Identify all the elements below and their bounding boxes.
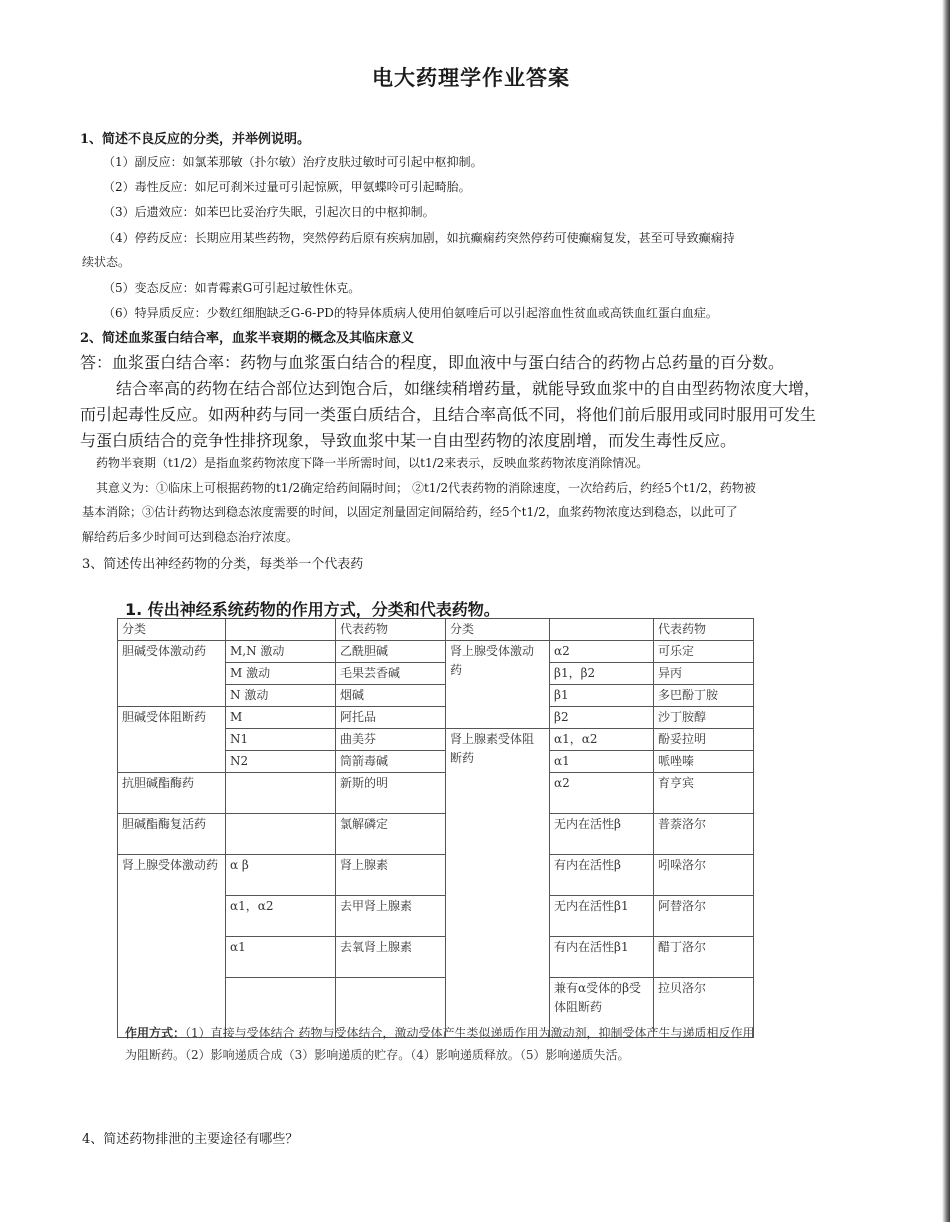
category-cell: 抗胆碱酯酶药	[118, 773, 226, 814]
drug-cell: 醋丁洛尔	[654, 937, 754, 978]
subtype-cell: N1	[226, 729, 336, 751]
table-row	[118, 641, 754, 663]
q1-item: 续状态。	[82, 255, 131, 269]
header-cell	[226, 619, 336, 641]
subtype-cell: N2	[226, 751, 336, 773]
subtype-cell: α1	[226, 937, 336, 978]
q2-answer-line: 答：血浆蛋白结合率：药物与血浆蛋白结合的程度，即血液中与蛋白结合的药物占总药量的百分数。	[80, 353, 785, 372]
category-cell: 肾上腺受体激动药	[446, 641, 550, 729]
q2-half-life-line: 药物半衰期（t1/2）是指血浆药物浓度下降一半所需时间，以t1/2来表示，反映血浆药物浓度消除情况。	[96, 456, 649, 470]
drug-cell: 哌唑嗪	[654, 751, 754, 773]
q1-item: （2）毒性反应：如尼可刹米过量可引起惊厥，甲氨蝶呤可引起畸胎。	[103, 180, 471, 194]
subtype-cell: N 激动	[226, 685, 336, 707]
drug-cell: 异丙	[654, 663, 754, 685]
q1-item: （6）特异质反应：少数红细胞缺乏G-6-PD的特异体质病人使用伯氨喹后可以引起溶血性贫血或高铁血红蛋白血症。	[103, 306, 718, 320]
subtype-cell: α1，α2	[226, 896, 336, 937]
page-edge-shadow	[942, 0, 950, 1222]
subtype-cell: β1，β2	[550, 663, 654, 685]
header-cell: 代表药物	[654, 619, 754, 641]
question-3-heading: 3、简述传出神经药物的分类，每类举一个代表药	[82, 557, 364, 572]
mode-of-action-text: （1）直接与受体结合 药物与受体结合，激动受体产生类似递质作用为激动剂，抑制受体产生与递质相反作用为阻断药。（2）影响递质合成（3）影响递质的贮存。（4）影响递质释放。（5）影响递质失活。	[125, 1026, 755, 1062]
drug-cell: 普萘洛尔	[654, 814, 754, 855]
efferent-drug-table	[117, 618, 754, 1038]
q2-answer-line: 而引起毒性反应。如两种药与同一类蛋白质结合，且结合率高低不同，将他们前后服用或同时服用可发生	[80, 405, 817, 424]
question-4-heading: 4、简述药物排泄的主要途径有哪些？	[82, 1132, 299, 1147]
drug-cell: 烟碱	[336, 685, 446, 707]
mode-of-action-note	[125, 1022, 755, 1066]
subtype-cell	[226, 814, 336, 855]
drug-cell: 多巴酚丁胺	[654, 685, 754, 707]
subtype-cell: 无内在活性β	[550, 814, 654, 855]
q2-half-life-line: 其意义为：①临床上可根据药物的t1/2确定给药间隔时间； ②t1/2代表药物的消除速度，一次给药后，约经5个t1/2，药物被	[96, 481, 756, 495]
q1-item: （4）停药反应：长期应用某些药物，突然停药后原有疾病加剧，如抗癫痫药突然停药可使癫痫复发，甚至可导致癫痫持	[103, 231, 735, 245]
q2-half-life-line: 解给药后多少时间可达到稳态治疗浓度。	[82, 530, 299, 544]
header-cell	[550, 619, 654, 641]
subtype-cell: α2	[550, 641, 654, 663]
drug-cell: 筒箭毒碱	[336, 751, 446, 773]
table-title: 1. 传出神经系统药物的作用方式，分类和代表药物。	[125, 600, 500, 619]
category-cell: 肾上腺受体激动药	[118, 855, 226, 1038]
drug-cell: 曲美芬	[336, 729, 446, 751]
drug-cell: 阿托品	[336, 707, 446, 729]
table-row	[118, 855, 754, 896]
q1-item: （1）副反应：如氯苯那敏（扑尔敏）治疗皮肤过敏时可引起中枢抑制。	[103, 155, 483, 169]
q1-item: （3）后遗效应：如苯巴比妥治疗失眠，引起次日的中枢抑制。	[103, 205, 435, 219]
drug-cell: 阿替洛尔	[654, 896, 754, 937]
drug-cell: 乙酰胆碱	[336, 641, 446, 663]
drug-cell: 去甲肾上腺素	[336, 896, 446, 937]
drug-cell: 肾上腺素	[336, 855, 446, 896]
subtype-cell: M	[226, 707, 336, 729]
subtype-cell: 有内在活性β	[550, 855, 654, 896]
subtype-cell	[226, 773, 336, 814]
subtype-cell: 无内在活性β1	[550, 896, 654, 937]
drug-cell: 吲哚洛尔	[654, 855, 754, 896]
question-1-heading: 1、简述不良反应的分类，并举例说明。	[80, 132, 311, 147]
question-2-heading: 2、简述血浆蛋白结合率，血浆半衰期的概念及其临床意义	[80, 331, 415, 346]
subtype-cell: β2	[550, 707, 654, 729]
mode-of-action-label: 作用方式：	[125, 1026, 186, 1040]
drug-cell: 沙丁胺醇	[654, 707, 754, 729]
q2-answer-line: 结合率高的药物在结合部位达到饱合后，如继续稍增药量，就能导致血浆中的自由型药物浓度大增，	[116, 379, 821, 398]
drug-cell: 毛果芸香碱	[336, 663, 446, 685]
subtype-cell: β1	[550, 685, 654, 707]
subtype-cell: α1	[550, 751, 654, 773]
subtype-cell: M,N 激动	[226, 641, 336, 663]
drug-cell: 新斯的明	[336, 773, 446, 814]
drug-cell: 去氧肾上腺素	[336, 937, 446, 978]
header-cell: 分类	[446, 619, 550, 641]
drug-cell: 氯解磷定	[336, 814, 446, 855]
subtype-cell: α1，α2	[550, 729, 654, 751]
subtype-cell: M 激动	[226, 663, 336, 685]
q2-answer-line: 与蛋白质结合的竞争性排挤现象，导致血浆中某一自由型药物的浓度剧增，而发生毒性反应。	[80, 431, 737, 450]
subtype-cell: 兼有α受体的β受体阻断药	[550, 978, 654, 1038]
table-row	[118, 814, 754, 855]
drug-cell: 拉贝洛尔	[654, 978, 754, 1038]
table-row	[118, 707, 754, 729]
table-row	[118, 773, 754, 814]
drug-cell: 育亨宾	[654, 773, 754, 814]
subtype-cell: α2	[550, 773, 654, 814]
category-cell: 肾上腺素受体阻断药	[446, 729, 550, 1038]
category-cell: 胆碱受体阻断药	[118, 707, 226, 773]
header-cell: 代表药物	[336, 619, 446, 641]
table-header-row	[118, 619, 754, 641]
subtype-cell: α β	[226, 855, 336, 896]
drug-cell: 酚妥拉明	[654, 729, 754, 751]
page-title: 电大药理学作业答案	[372, 65, 570, 90]
category-cell: 胆碱受体激动药	[118, 641, 226, 707]
q1-item: （5）变态反应：如青霉素G可引起过敏性休克。	[103, 281, 361, 295]
category-cell: 胆碱酯酶复活药	[118, 814, 226, 855]
q2-half-life-line: 基本消除；③估计药物达到稳态浓度需要的时间，以固定剂量固定间隔给药，经5个t1/2，血浆药物浓度达到稳态，以此可了	[82, 505, 738, 519]
header-cell: 分类	[118, 619, 226, 641]
drug-cell: 可乐定	[654, 641, 754, 663]
subtype-cell: 有内在活性β1	[550, 937, 654, 978]
